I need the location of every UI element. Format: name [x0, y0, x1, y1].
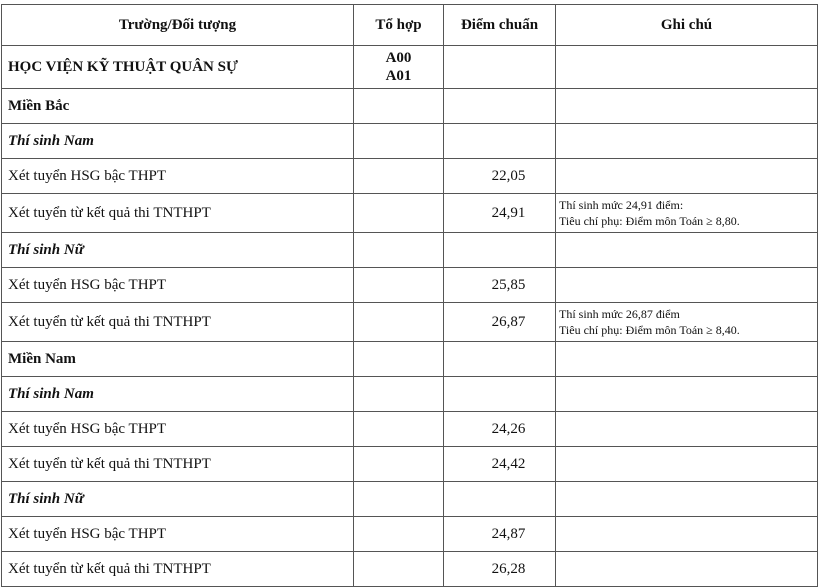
header-note: Ghi chú	[556, 5, 818, 46]
subject-combo-cell	[354, 46, 444, 89]
region-label: Miền Bắc	[2, 89, 354, 124]
note-cell	[556, 412, 818, 447]
note-line-2: Tiêu chí phụ: Điểm môn Toán ≥ 8,40.	[559, 323, 740, 337]
gender-row	[2, 377, 818, 412]
note-line-1: Thí sinh mức 26,87 điểm	[559, 307, 680, 321]
note-line-2: Tiêu chí phụ: Điểm môn Toán ≥ 8,80.	[559, 214, 740, 228]
admission-method-label: Xét tuyển từ kết quả thi TNTHPT	[2, 447, 354, 482]
gender-label: Thí sinh Nam	[2, 124, 354, 159]
score-cell	[444, 377, 556, 412]
admission-method-label: Xét tuyển HSG bậc THPT	[2, 412, 354, 447]
note-cell	[556, 233, 818, 268]
table-row	[2, 303, 818, 342]
score-cell: 24,26	[444, 412, 556, 447]
institution-name: HỌC VIỆN KỸ THUẬT QUÂN SỰ	[2, 46, 354, 89]
score-cell: 25,85	[444, 268, 556, 303]
admission-score-table	[1, 4, 818, 587]
table-row	[2, 552, 818, 587]
note-cell	[556, 517, 818, 552]
admission-method-label: Xét tuyển HSG bậc THPT	[2, 159, 354, 194]
table-row	[2, 159, 818, 194]
header-cutoff-score: Điểm chuẩn	[444, 5, 556, 46]
score-cell: 24,91	[444, 194, 556, 233]
table-row	[2, 412, 818, 447]
gender-label: Thí sinh Nữ	[2, 233, 354, 268]
score-cell	[444, 482, 556, 517]
gender-row	[2, 233, 818, 268]
gender-label: Thí sinh Nam	[2, 377, 354, 412]
admission-method-label: Xét tuyển từ kết quả thi TNTHPT	[2, 552, 354, 587]
combo-a01: A01	[385, 68, 412, 84]
region-row	[2, 89, 818, 124]
note-cell	[556, 194, 818, 233]
score-cell	[444, 89, 556, 124]
note-line-1: Thí sinh mức 24,91 điểm:	[559, 198, 684, 212]
score-cell: 22,05	[444, 159, 556, 194]
note-cell	[556, 124, 818, 159]
table-row	[2, 517, 818, 552]
gender-row	[2, 124, 818, 159]
admission-method-label: Xét tuyển HSG bậc THPT	[2, 517, 354, 552]
note-cell	[556, 268, 818, 303]
admission-method-label: Xét tuyển từ kết quả thi TNTHPT	[2, 194, 354, 233]
table-row	[2, 268, 818, 303]
score-cell: 24,87	[444, 517, 556, 552]
score-cell: 26,87	[444, 303, 556, 342]
institution-note-cell	[556, 46, 818, 89]
note-cell	[556, 482, 818, 517]
note-cell	[556, 342, 818, 377]
combo-a00: A00	[385, 50, 412, 66]
region-row	[2, 342, 818, 377]
header-row	[2, 5, 818, 46]
admission-method-label: Xét tuyển HSG bậc THPT	[2, 268, 354, 303]
score-cell: 24,42	[444, 447, 556, 482]
note-cell	[556, 159, 818, 194]
institution-score-cell	[444, 46, 556, 89]
region-label: Miền Nam	[2, 342, 354, 377]
note-cell	[556, 447, 818, 482]
note-cell	[556, 552, 818, 587]
gender-row	[2, 482, 818, 517]
score-cell	[444, 342, 556, 377]
header-subject-combo: Tổ hợp	[354, 5, 444, 46]
header-school-target: Trường/Đối tượng	[2, 5, 354, 46]
score-cell: 26,28	[444, 552, 556, 587]
gender-label: Thí sinh Nữ	[2, 482, 354, 517]
score-cell	[444, 124, 556, 159]
note-cell	[556, 303, 818, 342]
table-row	[2, 194, 818, 233]
score-cell	[444, 233, 556, 268]
institution-row	[2, 46, 818, 89]
table-row	[2, 447, 818, 482]
admission-method-label: Xét tuyển từ kết quả thi TNTHPT	[2, 303, 354, 342]
note-cell	[556, 89, 818, 124]
note-cell	[556, 377, 818, 412]
